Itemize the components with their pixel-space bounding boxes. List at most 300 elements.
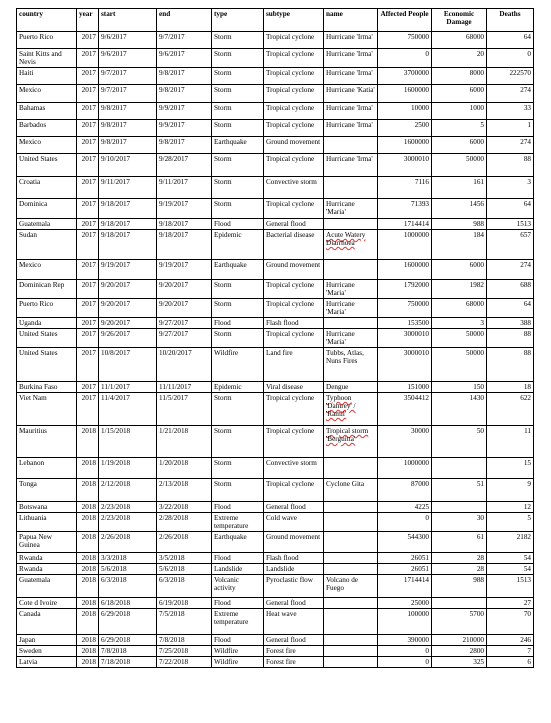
col-start: start [99, 9, 157, 32]
cell-subtype: General flood [264, 219, 324, 230]
table-row [17, 646, 534, 657]
table-row [17, 177, 534, 199]
table-row [17, 32, 534, 49]
cell-subtype: Pyroclastic flow [264, 575, 324, 598]
cell-start: 11/1/2017 [99, 382, 157, 393]
cell-deaths: 222570 [487, 68, 534, 85]
table-row [17, 657, 534, 668]
cell-affected-people: 544300 [378, 532, 432, 553]
cell-start: 9/18/2017 [99, 199, 157, 219]
cell-start: 9/8/2017 [99, 137, 157, 154]
cell-deaths: 3 [487, 177, 534, 199]
cell-subtype: Flash flood [264, 553, 324, 564]
col-country: country [17, 9, 77, 32]
cell-start: 2/23/2018 [99, 502, 157, 513]
table-row [17, 318, 534, 329]
cell-start: 9/6/2017 [99, 32, 157, 49]
cell-subtype: Ground movement [264, 532, 324, 553]
cell-country: Puerto Rico [17, 299, 77, 318]
cell-deaths: 9 [487, 479, 534, 502]
cell-type: Epidemic [212, 230, 264, 260]
cell-end: 3/22/2018 [157, 502, 212, 513]
cell-subtype: Bacterial disease [264, 230, 324, 260]
cell-affected-people: 750000 [378, 299, 432, 318]
cell-deaths: 27 [487, 598, 534, 609]
cell-deaths: 1 [487, 120, 534, 137]
cell-economic-damage: 50000 [432, 348, 487, 382]
table-row [17, 513, 534, 532]
cell-name [324, 598, 378, 609]
cell-deaths: 64 [487, 299, 534, 318]
cell-type: Storm [212, 120, 264, 137]
cell-affected-people: 750000 [378, 32, 432, 49]
cell-end: 6/19/2018 [157, 598, 212, 609]
table-row [17, 49, 534, 68]
cell-affected-people: 4225 [378, 502, 432, 513]
cell-end: 3/5/2018 [157, 553, 212, 564]
cell-type: Storm [212, 68, 264, 85]
cell-deaths: 0 [487, 49, 534, 68]
cell-year: 2017 [77, 280, 99, 299]
cell-subtype: Tropical cyclone [264, 85, 324, 103]
cell-year: 2018 [77, 502, 99, 513]
col-year: year [77, 9, 99, 32]
cell-deaths: 274 [487, 137, 534, 154]
col-type: type [212, 9, 264, 32]
cell-country: Mexico [17, 137, 77, 154]
cell-country: Lebanon [17, 458, 77, 479]
cell-end: 9/19/2017 [157, 199, 212, 219]
cell-end: 1/21/2018 [157, 426, 212, 458]
cell-deaths: 11 [487, 426, 534, 458]
col-subtype: subtype [264, 9, 324, 32]
cell-type: Storm [212, 329, 264, 348]
cell-type: Volcanic activity [212, 575, 264, 598]
cell-name: Acute Watery Diarrhoea [324, 230, 378, 260]
cell-name: Tropical storm 'Berguitta' [324, 426, 378, 458]
cell-affected-people: 0 [378, 513, 432, 532]
cell-economic-damage: 988 [432, 219, 487, 230]
cell-start: 10/8/2017 [99, 348, 157, 382]
cell-subtype: Tropical cyclone [264, 299, 324, 318]
cell-subtype: Tropical cyclone [264, 120, 324, 137]
cell-country: Tonga [17, 479, 77, 502]
cell-deaths: 388 [487, 318, 534, 329]
cell-name: Hurricane 'Maria' [324, 329, 378, 348]
header-row [17, 9, 534, 32]
table-row [17, 137, 534, 154]
cell-name: Hurricane 'Katia' [324, 85, 378, 103]
cell-start: 9/11/2017 [99, 177, 157, 199]
cell-name: Hurricane 'Maria' [324, 299, 378, 318]
cell-year: 2018 [77, 564, 99, 575]
cell-affected-people: 25000 [378, 598, 432, 609]
cell-deaths: 64 [487, 32, 534, 49]
cell-name [324, 564, 378, 575]
cell-economic-damage: 5700 [432, 609, 487, 635]
cell-type: Earthquake [212, 137, 264, 154]
cell-subtype: Tropical cyclone [264, 393, 324, 426]
cell-year: 2017 [77, 103, 99, 120]
cell-end: 9/8/2017 [157, 137, 212, 154]
cell-year: 2018 [77, 513, 99, 532]
cell-name: Volcano de Fuego [324, 575, 378, 598]
cell-year: 2017 [77, 177, 99, 199]
cell-end: 7/25/2018 [157, 646, 212, 657]
cell-subtype: Tropical cyclone [264, 103, 324, 120]
cell-deaths: 2182 [487, 532, 534, 553]
cell-affected-people: 26051 [378, 564, 432, 575]
cell-start: 6/18/2018 [99, 598, 157, 609]
cell-deaths: 1513 [487, 575, 534, 598]
cell-year: 2018 [77, 458, 99, 479]
cell-subtype: Flash flood [264, 318, 324, 329]
col-affected-people: Affected People [378, 9, 432, 32]
cell-start: 9/10/2017 [99, 154, 157, 177]
cell-type: Flood [212, 502, 264, 513]
cell-end: 9/8/2017 [157, 85, 212, 103]
cell-name [324, 458, 378, 479]
cell-start: 9/8/2017 [99, 103, 157, 120]
table-row [17, 329, 534, 348]
cell-subtype: Ground movement [264, 260, 324, 280]
cell-country: Rwanda [17, 564, 77, 575]
cell-start: 9/7/2017 [99, 68, 157, 85]
cell-type: Wildfire [212, 646, 264, 657]
cell-subtype: General flood [264, 635, 324, 646]
cell-economic-damage: 51 [432, 479, 487, 502]
cell-name: Dengue [324, 382, 378, 393]
cell-end: 9/11/2017 [157, 177, 212, 199]
cell-year: 2018 [77, 635, 99, 646]
cell-subtype: Tropical cyclone [264, 154, 324, 177]
cell-year: 2017 [77, 329, 99, 348]
cell-affected-people: 7116 [378, 177, 432, 199]
cell-affected-people: 1000000 [378, 230, 432, 260]
cell-year: 2018 [77, 575, 99, 598]
cell-type: Earthquake [212, 532, 264, 553]
cell-affected-people: 1714414 [378, 219, 432, 230]
cell-affected-people: 87000 [378, 479, 432, 502]
cell-deaths: 54 [487, 564, 534, 575]
cell-name [324, 219, 378, 230]
cell-type: Flood [212, 598, 264, 609]
cell-start: 9/20/2017 [99, 280, 157, 299]
cell-country: Puerto Rico [17, 32, 77, 49]
cell-end: 2/13/2018 [157, 479, 212, 502]
cell-economic-damage: 161 [432, 177, 487, 199]
cell-name [324, 657, 378, 668]
col-name: name [324, 9, 378, 32]
cell-economic-damage: 150 [432, 382, 487, 393]
cell-affected-people: 3504412 [378, 393, 432, 426]
cell-end: 7/5/2018 [157, 609, 212, 635]
cell-deaths: 70 [487, 609, 534, 635]
table-row [17, 635, 534, 646]
table-row [17, 230, 534, 260]
cell-deaths: 657 [487, 230, 534, 260]
cell-year: 2017 [77, 85, 99, 103]
cell-economic-damage: 50000 [432, 329, 487, 348]
cell-name: Hurricane 'Maria' [324, 280, 378, 299]
cell-deaths: 1513 [487, 219, 534, 230]
cell-affected-people: 1600000 [378, 260, 432, 280]
cell-economic-damage: 6000 [432, 260, 487, 280]
cell-end: 7/8/2018 [157, 635, 212, 646]
cell-start: 1/15/2018 [99, 426, 157, 458]
cell-country: Latvia [17, 657, 77, 668]
cell-name [324, 260, 378, 280]
cell-name [324, 609, 378, 635]
cell-year: 2018 [77, 598, 99, 609]
cell-name: Typhoon 'Damrey' / 'Ramil' [324, 393, 378, 426]
cell-year: 2017 [77, 32, 99, 49]
cell-deaths: 7 [487, 646, 534, 657]
cell-economic-damage: 1000 [432, 103, 487, 120]
cell-economic-damage: 28 [432, 564, 487, 575]
cell-subtype: Tropical cyclone [264, 68, 324, 85]
cell-type: Extreme temperature [212, 609, 264, 635]
cell-start: 9/8/2017 [99, 120, 157, 137]
cell-country: Rwanda [17, 553, 77, 564]
table-row [17, 479, 534, 502]
cell-type: Storm [212, 177, 264, 199]
cell-type: Landslide [212, 564, 264, 575]
table-row [17, 553, 534, 564]
cell-type: Storm [212, 49, 264, 68]
cell-subtype: Tropical cyclone [264, 329, 324, 348]
cell-end: 9/18/2017 [157, 230, 212, 260]
cell-affected-people: 100000 [378, 609, 432, 635]
cell-deaths: 88 [487, 154, 534, 177]
cell-type: Storm [212, 479, 264, 502]
cell-year: 2017 [77, 260, 99, 280]
cell-country: Guatemala [17, 219, 77, 230]
cell-type: Flood [212, 553, 264, 564]
cell-deaths: 622 [487, 393, 534, 426]
table-row [17, 502, 534, 513]
cell-year: 2017 [77, 299, 99, 318]
cell-subtype: Tropical cyclone [264, 479, 324, 502]
cell-end: 9/20/2017 [157, 280, 212, 299]
cell-affected-people: 1600000 [378, 137, 432, 154]
cell-year: 2017 [77, 219, 99, 230]
cell-country: Haiti [17, 68, 77, 85]
cell-start: 7/18/2018 [99, 657, 157, 668]
cell-year: 2017 [77, 49, 99, 68]
cell-end: 5/6/2018 [157, 564, 212, 575]
cell-start: 11/4/2017 [99, 393, 157, 426]
cell-affected-people: 71393 [378, 199, 432, 219]
cell-type: Wildfire [212, 348, 264, 382]
cell-country: Burkina Faso [17, 382, 77, 393]
cell-affected-people: 3700000 [378, 68, 432, 85]
cell-end: 9/18/2017 [157, 219, 212, 230]
col-end: end [157, 9, 212, 32]
cell-country: Saint Kitts and Nevis [17, 49, 77, 68]
cell-year: 2017 [77, 199, 99, 219]
cell-country: Mexico [17, 260, 77, 280]
cell-subtype: Ground movement [264, 137, 324, 154]
table-row [17, 103, 534, 120]
cell-end: 9/19/2017 [157, 260, 212, 280]
cell-year: 2018 [77, 553, 99, 564]
cell-type: Storm [212, 393, 264, 426]
col-deaths: Deaths [487, 9, 534, 32]
cell-end: 9/8/2017 [157, 68, 212, 85]
cell-name [324, 177, 378, 199]
cell-type: Earthquake [212, 260, 264, 280]
cell-affected-people: 390000 [378, 635, 432, 646]
table-row [17, 85, 534, 103]
table-row [17, 299, 534, 318]
cell-country: Guatemala [17, 575, 77, 598]
cell-subtype: General flood [264, 598, 324, 609]
table-row [17, 532, 534, 553]
cell-economic-damage: 184 [432, 230, 487, 260]
cell-country: Sudan [17, 230, 77, 260]
cell-economic-damage: 61 [432, 532, 487, 553]
table-row [17, 219, 534, 230]
cell-economic-damage: 1456 [432, 199, 487, 219]
cell-end: 11/5/2017 [157, 393, 212, 426]
cell-deaths: 274 [487, 260, 534, 280]
cell-country: Dominican Rep [17, 280, 77, 299]
cell-affected-people: 3000010 [378, 348, 432, 382]
cell-country: Japan [17, 635, 77, 646]
cell-year: 2018 [77, 532, 99, 553]
cell-economic-damage: 50000 [432, 154, 487, 177]
cell-country: Botswana [17, 502, 77, 513]
cell-end: 9/20/2017 [157, 299, 212, 318]
cell-economic-damage: 1430 [432, 393, 487, 426]
cell-subtype: Convective storm [264, 177, 324, 199]
cell-economic-damage: 20 [432, 49, 487, 68]
table-row [17, 609, 534, 635]
cell-economic-damage [432, 502, 487, 513]
cell-country: Viet Nam [17, 393, 77, 426]
cell-affected-people: 151000 [378, 382, 432, 393]
cell-affected-people: 1600000 [378, 85, 432, 103]
cell-end: 9/6/2017 [157, 49, 212, 68]
cell-start: 9/20/2017 [99, 299, 157, 318]
cell-subtype: Tropical cyclone [264, 49, 324, 68]
cell-subtype: General flood [264, 502, 324, 513]
disaster-table [16, 8, 534, 668]
cell-name [324, 646, 378, 657]
cell-subtype: Tropical cyclone [264, 199, 324, 219]
cell-country: Dominica [17, 199, 77, 219]
cell-subtype: Convective storm [264, 458, 324, 479]
cell-country: Cote d Ivoire [17, 598, 77, 609]
cell-type: Storm [212, 458, 264, 479]
cell-end: 1/20/2018 [157, 458, 212, 479]
cell-end: 9/28/2017 [157, 154, 212, 177]
cell-type: Storm [212, 85, 264, 103]
cell-name: Cyclone Gita [324, 479, 378, 502]
cell-type: Flood [212, 635, 264, 646]
cell-deaths: 15 [487, 458, 534, 479]
cell-year: 2017 [77, 318, 99, 329]
cell-country: Croatia [17, 177, 77, 199]
table-body [17, 32, 534, 668]
cell-start: 9/20/2017 [99, 318, 157, 329]
cell-economic-damage: 50 [432, 426, 487, 458]
cell-economic-damage: 325 [432, 657, 487, 668]
cell-affected-people: 1000000 [378, 458, 432, 479]
disaster-table-page [16, 8, 533, 668]
cell-deaths: 54 [487, 553, 534, 564]
cell-economic-damage: 1982 [432, 280, 487, 299]
cell-economic-damage [432, 458, 487, 479]
cell-start: 1/19/2018 [99, 458, 157, 479]
cell-type: Flood [212, 318, 264, 329]
table-row [17, 120, 534, 137]
cell-economic-damage: 68000 [432, 299, 487, 318]
cell-country: Barbados [17, 120, 77, 137]
cell-year: 2018 [77, 609, 99, 635]
cell-affected-people: 0 [378, 657, 432, 668]
cell-type: Storm [212, 32, 264, 49]
cell-name [324, 532, 378, 553]
cell-start: 9/26/2017 [99, 329, 157, 348]
cell-subtype: Land fire [264, 348, 324, 382]
table-row [17, 280, 534, 299]
cell-subtype: Tropical cyclone [264, 32, 324, 49]
cell-affected-people: 0 [378, 646, 432, 657]
cell-year: 2017 [77, 230, 99, 260]
cell-year: 2018 [77, 479, 99, 502]
cell-subtype: Cold wave [264, 513, 324, 532]
cell-start: 3/3/2018 [99, 553, 157, 564]
cell-economic-damage: 30 [432, 513, 487, 532]
table-row [17, 199, 534, 219]
cell-type: Wildfire [212, 657, 264, 668]
cell-subtype: Tropical cyclone [264, 280, 324, 299]
cell-economic-damage: 6000 [432, 137, 487, 154]
cell-end: 10/20/2017 [157, 348, 212, 382]
cell-name [324, 318, 378, 329]
cell-start: 9/18/2017 [99, 230, 157, 260]
cell-subtype: Forest fire [264, 646, 324, 657]
cell-name: Hurricane 'Irma' [324, 49, 378, 68]
cell-deaths: 88 [487, 329, 534, 348]
table-row [17, 348, 534, 382]
cell-end: 6/3/2018 [157, 575, 212, 598]
cell-end: 9/27/2017 [157, 318, 212, 329]
cell-deaths: 5 [487, 513, 534, 532]
cell-end: 9/9/2017 [157, 120, 212, 137]
cell-type: Storm [212, 299, 264, 318]
cell-start: 2/12/2018 [99, 479, 157, 502]
cell-economic-damage: 6000 [432, 85, 487, 103]
cell-deaths: 33 [487, 103, 534, 120]
cell-type: Storm [212, 154, 264, 177]
cell-start: 6/3/2018 [99, 575, 157, 598]
cell-end: 9/9/2017 [157, 103, 212, 120]
cell-affected-people: 26051 [378, 553, 432, 564]
cell-economic-damage: 2800 [432, 646, 487, 657]
table-row [17, 154, 534, 177]
cell-start: 2/26/2018 [99, 532, 157, 553]
cell-start: 6/29/2018 [99, 635, 157, 646]
cell-affected-people: 0 [378, 49, 432, 68]
cell-country: Mauritius [17, 426, 77, 458]
cell-name [324, 553, 378, 564]
cell-affected-people: 10000 [378, 103, 432, 120]
cell-country: United States [17, 348, 77, 382]
cell-affected-people: 3000010 [378, 329, 432, 348]
